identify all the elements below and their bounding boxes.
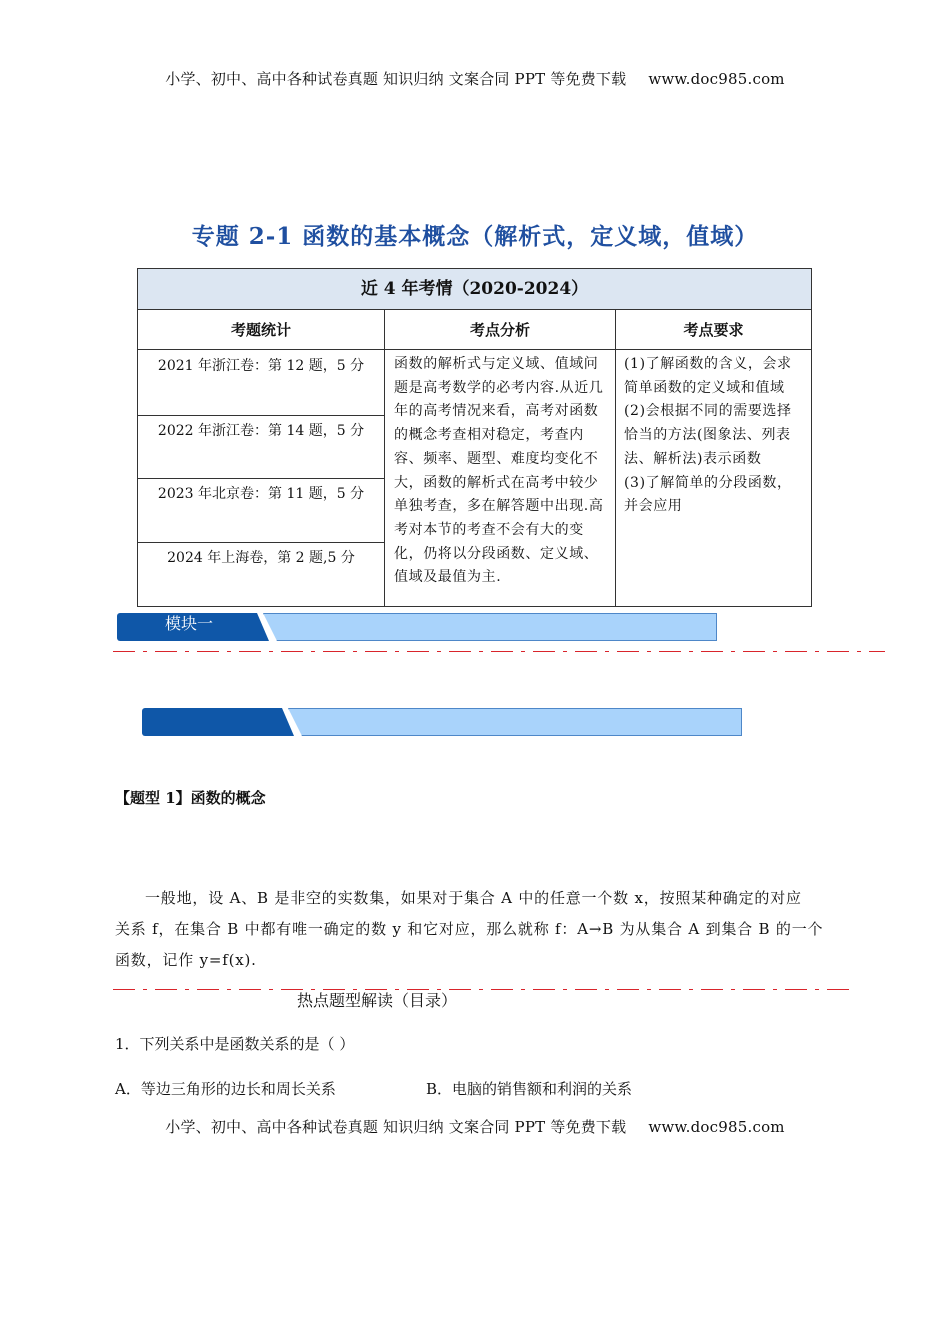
table-divider: [384, 309, 385, 606]
column-header-requirements: 考点要求: [683, 321, 744, 339]
page-header: [0, 68, 950, 89]
stat-row: 2023 年北京卷：第 11 题，5 分: [157, 486, 365, 502]
requirement-item: (1)了解函数的含义，会求简单函数的定义域和值域: [624, 356, 792, 396]
paragraph-line: 函数，记作 y=f(x).: [115, 951, 257, 969]
analysis-text: 函数的解析式与定义域、值域问题是高考数学的必考内容.从近几年的高考情况来看，高考对函数的概念考查相对稳定，考查内容、频率、题型、难度均变化不大，函数的解析式在高考中较少单独考查，多在解答题中出现.高考对本节的考查不会有大的变化，仍将以分段函数、定义域、值域及最值为主.: [394, 356, 604, 586]
paragraph-line: 关系 f，在集合 B 中都有唯一确定的数 y 和它对应，那么就称 f：A→B 为从集合 A 到集合 B 的一个: [115, 920, 824, 938]
column-header-stats: 考题统计: [230, 321, 291, 339]
question-stem: 1．下列关系中是函数关系的是（ ）: [115, 1035, 355, 1053]
section-banner-tab: [142, 708, 294, 736]
paragraph-line: 一般地，设 A、B 是非空的实数集，如果对于集合 A 中的任意一个数 x，按照某种确定的对应: [145, 889, 802, 907]
footer-site-link[interactable]: www.doc985.com: [648, 1118, 785, 1136]
stat-row: 2024 年上海卷，第 2 题,5 分: [167, 550, 355, 566]
table-divider: [615, 309, 616, 606]
stat-row: 2021 年浙江卷：第 12 题，5 分: [157, 358, 365, 374]
column-header-analysis: 考点分析: [469, 321, 530, 339]
requirement-item: (2)会根据不同的需要选择恰当的方法(图象法、列表法、解析法)表示函数: [624, 403, 792, 467]
table-divider: [138, 415, 384, 416]
exam-stats-table: [137, 268, 812, 607]
requirements-list: [624, 353, 806, 519]
section-banner: [142, 708, 742, 736]
dash-dot-divider: [113, 988, 851, 990]
table-divider: [138, 478, 384, 479]
toc-label: 热点题型解读（目录）: [297, 991, 458, 1010]
table-divider: [138, 542, 384, 543]
module-label: 模块一: [165, 614, 214, 633]
requirement-item: (3)了解简单的分段函数，并会应用: [624, 474, 792, 515]
page-footer: [0, 1116, 950, 1137]
module-banner-bar: [263, 613, 717, 641]
option-b: B．电脑的销售额和利润的关系: [426, 1080, 633, 1098]
definition-paragraph: [115, 883, 845, 976]
option-a: A．等边三角形的边长和周长关系: [115, 1080, 336, 1098]
dash-dot-divider: [113, 650, 885, 652]
page-title: 专题 2-1 函数的基本概念（解析式，定义域，值域）: [191, 223, 759, 250]
module-banner: [117, 613, 717, 641]
section-banner-bar: [288, 708, 742, 736]
section-heading: 【题型 1】函数的概念: [115, 789, 266, 807]
footer-text: 小学、初中、高中各种试卷真题 知识归纳 文案合同 PPT 等免费下载: [165, 1118, 627, 1136]
stat-row: 2022 年浙江卷：第 14 题，5 分: [157, 423, 365, 439]
table-heading: 近 4 年考情（2020-2024）: [138, 269, 811, 310]
header-site-link[interactable]: www.doc985.com: [648, 70, 785, 88]
header-text: 小学、初中、高中各种试卷真题 知识归纳 文案合同 PPT 等免费下载: [165, 70, 627, 88]
